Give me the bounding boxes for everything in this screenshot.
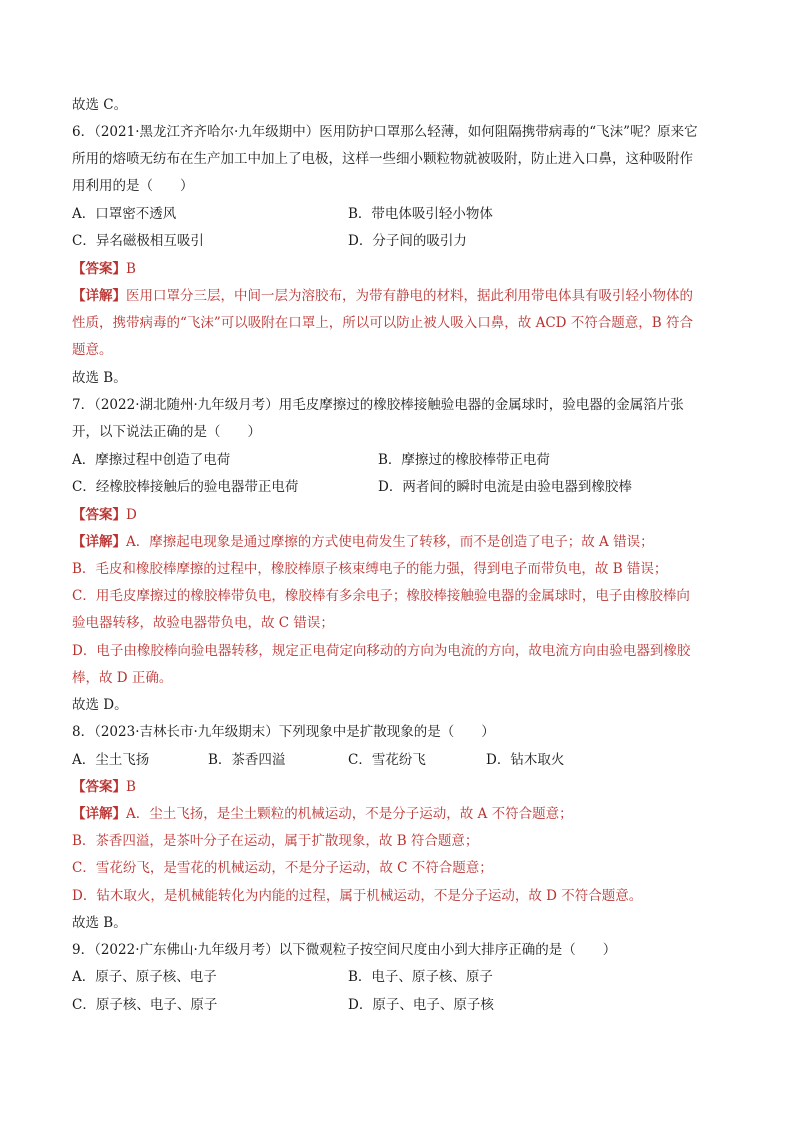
question-7-options-row-1	[72, 450, 732, 470]
option-b: B．摩擦过的橡胶棒带正电荷	[378, 452, 550, 468]
question-7-explanation-line-1	[72, 532, 732, 552]
question-7-answer	[72, 505, 732, 525]
question-7-explanation-line-3: C．用毛皮摩擦过的橡胶棒带负电，橡胶棒有多余电子；橡胶棒接触验电器的金属球时，电子由橡胶棒向	[72, 588, 690, 604]
question-6-explanation-line-2: 性质，携带病毒的“飞沫”可以吸附在口罩上，所以可以防止被人吸入口鼻，故 ACD 不符合题意，B 符合	[72, 315, 693, 331]
question-7-explanation-line-2: B．毛皮和橡胶棒摩擦的过程中，橡胶棒原子核束缚电子的能力强，得到电子而带负电，故 B 错误；	[72, 561, 668, 577]
question-7-conclusion: 故选 D。	[72, 697, 128, 713]
question-8-answer	[72, 777, 732, 797]
question-9-stem: 9．（2022·广东佛山·九年级月考）以下微观粒子按空间尺度由小到大排序正确的是（ ）	[72, 942, 617, 958]
option-c: C．雪花纷飞	[348, 752, 426, 768]
question-6-options-row-2	[72, 231, 732, 251]
question-7-explanation-line-5: D．电子由橡胶棒向验电器转移，规定正电荷定向移动的方向为电流的方向，故电流方向由验电器到橡胶	[72, 643, 691, 659]
answer-tag: 【答案】	[72, 507, 126, 523]
option-b: B．电子、原子核、原子	[348, 969, 493, 985]
option-d: D．钻木取火	[486, 752, 565, 768]
answer-tag: 【答案】	[72, 779, 126, 795]
option-c: C．异名磁极相互吸引	[72, 233, 204, 249]
answer-value: B	[126, 261, 136, 277]
option-a: A．口罩密不透风	[72, 206, 177, 222]
question-8-explanation-line-4: D．钻木取火，是机械能转化为内能的过程，属于机械运动，不是分子运动，故 D 不符合题意。	[72, 888, 643, 904]
explanation-tag: 【详解】	[72, 806, 126, 822]
question-8-conclusion: 故选 B。	[72, 915, 127, 931]
option-d: D．两者间的瞬时电流是由验电器到橡胶棒	[378, 479, 632, 495]
option-d: D．分子间的吸引力	[348, 233, 467, 249]
question-7-explanation-line-6: 棒，故 D 正确。	[72, 670, 173, 686]
option-a: A．尘土飞扬	[72, 752, 150, 768]
answer-conclusion: 故选 C。	[72, 97, 128, 113]
answer-value: B	[126, 779, 136, 795]
question-9-options-row-1	[72, 967, 732, 987]
question-6-stem-line-3: 用利用的是（ ）	[72, 178, 194, 194]
question-8-explanation-line-3: C．雪花纷飞，是雪花的机械运动，不是分子运动，故 C 不符合题意；	[72, 860, 493, 876]
question-7-stem-line-2: 开，以下说法正确的是（ ）	[72, 424, 261, 440]
question-6-explanation-line-1	[72, 286, 732, 306]
explanation-text: 医用口罩分三层，中间一层为溶胶布，为带有静电的材料，据此利用带电体具有吸引轻小物体的	[126, 288, 693, 304]
question-8-explanation-line-1	[72, 804, 732, 824]
question-6-answer	[72, 259, 732, 279]
option-d: D．原子、电子、原子核	[348, 997, 494, 1013]
question-8-stem: 8．（2023·吉林长市·九年级期末）下列现象中是扩散现象的是（ ）	[72, 724, 495, 740]
answer-tag: 【答案】	[72, 261, 126, 277]
option-b: B．带电体吸引轻小物体	[348, 206, 493, 222]
question-6-stem-line-1: 6．（2021·黑龙江齐齐哈尔·九年级期中）医用防护口罩那么轻薄，如何阻隔携带病毒的“飞沫”呢？原来它	[72, 124, 698, 140]
question-8-options-row	[72, 750, 732, 770]
option-c: C．原子核、电子、原子	[72, 997, 218, 1013]
question-6-explanation-line-3: 题意。	[72, 342, 113, 358]
explanation-text: A．摩擦起电现象是通过摩擦的方式使电荷发生了转移，而不是创造了电子；故 A 错误；	[126, 534, 654, 550]
explanation-tag: 【详解】	[72, 534, 126, 550]
answer-value: D	[126, 507, 137, 523]
question-7-explanation-line-4: 验电器转移，故验电器带负电，故 C 错误；	[72, 615, 334, 631]
question-8-explanation-line-2: B．茶香四溢，是茶叶分子在运动，属于扩散现象，故 B 符合题意；	[72, 833, 479, 849]
explanation-tag: 【详解】	[72, 288, 126, 304]
option-a: A．摩擦过程中创造了电荷	[72, 452, 231, 468]
question-6-stem-line-2: 所用的熔喷无纺布在生产加工中加上了电极，这样一些细小颗粒物就被吸附，防止进入口鼻，这种吸附作	[72, 151, 693, 167]
question-7-options-row-2	[72, 477, 732, 497]
question-6-conclusion: 故选 B。	[72, 370, 127, 386]
option-c: C．经橡胶棒接触后的验电器带正电荷	[72, 479, 299, 495]
question-6-options-row-1	[72, 204, 732, 224]
explanation-text: A．尘土飞扬，是尘土颗粒的机械运动，不是分子运动，故 A 不符合题意；	[126, 806, 573, 822]
option-b: B．茶香四溢	[208, 752, 286, 768]
option-a: A．原子、原子核、电子	[72, 969, 217, 985]
question-9-options-row-2	[72, 995, 732, 1015]
question-7-stem-line-1: 7．（2022·湖北随州·九年级月考）用毛皮摩擦过的橡胶棒接触验电器的金属球时，验电器的金属箔片张	[72, 397, 684, 413]
